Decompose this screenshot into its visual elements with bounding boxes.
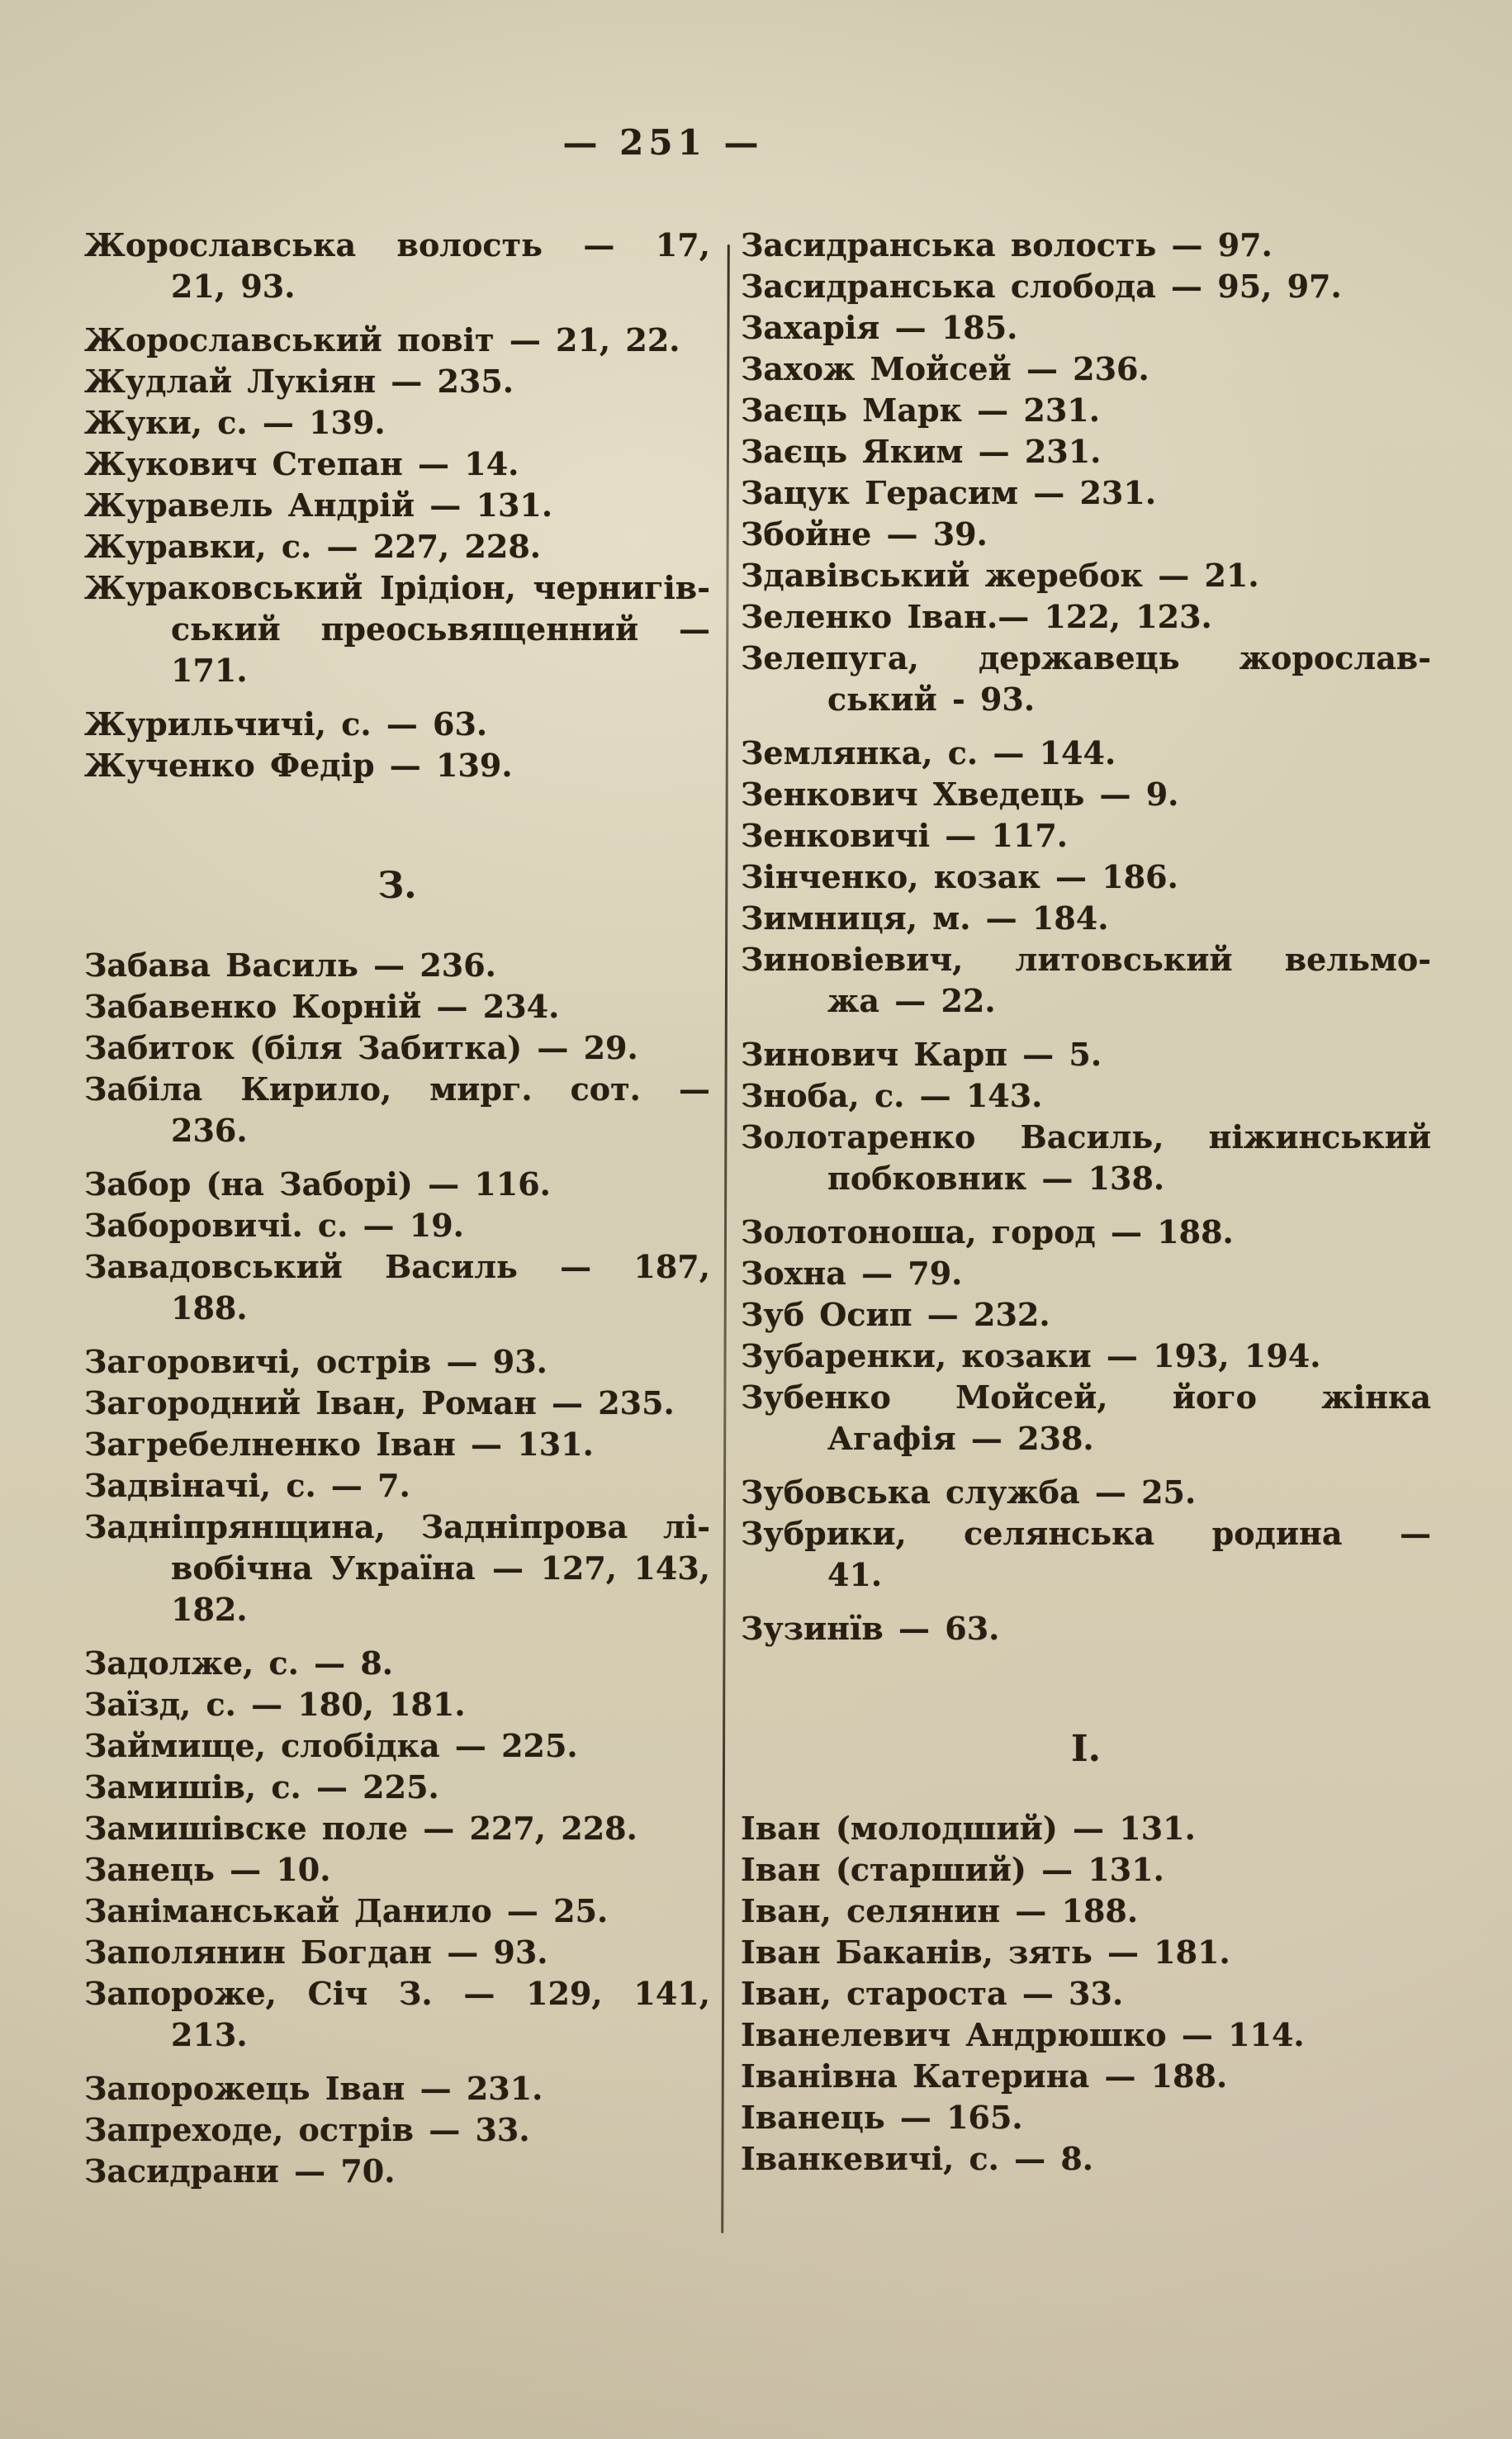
entry-line: 41.: [827, 1556, 883, 1593]
index-entry: [84, 1891, 710, 1932]
index-entry: [741, 1253, 1431, 1294]
index-entry: [741, 898, 1431, 939]
entry-line: Агафія — 238.: [827, 1420, 1094, 1457]
entry-line: Займище, слобідка — 225.: [84, 1727, 578, 1764]
entry-word: вельмо-: [1284, 941, 1431, 978]
entry-line: Замишів, с. — 225.: [84, 1768, 439, 1806]
page-number: — 251 —: [562, 122, 764, 163]
entry-line: Журильчичі, с. — 63.: [84, 705, 488, 743]
entry-line: Здавівський жеребок — 21.: [741, 557, 1259, 594]
index-entry: [741, 2138, 1431, 2180]
entry-line: Загородний Іван, Роман — 235.: [84, 1384, 675, 1421]
entry-line: [741, 939, 1431, 980]
index-entry: [741, 1377, 1431, 1459]
entry-line: Засидранська слобода — 95, 97.: [741, 268, 1342, 305]
entry-line: Замишівске поле — 227, 228.: [84, 1810, 638, 1847]
entry-line: Іванівна Катерина — 188.: [741, 2057, 1228, 2095]
entry-line: Збойне — 39.: [741, 515, 988, 553]
index-entry: [84, 2109, 710, 2151]
entry-line: 213.: [171, 2016, 248, 2053]
index-entry: [741, 733, 1431, 774]
entry-line: Іван, селянин — 188.: [741, 1892, 1139, 1929]
index-entry: [741, 2056, 1431, 2097]
entry-line: Заєць Марк — 231.: [741, 391, 1100, 429]
entry-line: Заїзд, с. — 180, 181.: [84, 1686, 466, 1723]
entry-line: 188.: [171, 1289, 248, 1326]
entry-line: Занець — 10.: [84, 1851, 331, 1888]
index-entry: [741, 1117, 1431, 1199]
entry-line: Забиток (біля Забитка) — 29.: [84, 1029, 638, 1066]
entry-word: Зелепуга,: [741, 639, 919, 676]
entry-line: Зимниця, м. — 184.: [741, 899, 1109, 937]
entry-line: Захарія — 185.: [741, 309, 1018, 346]
entry-word: —: [560, 1248, 592, 1285]
entry-line: Загребелненко Іван — 131.: [84, 1426, 594, 1463]
entry-word: 141,: [633, 1975, 710, 2012]
entry-line: Іванелевич Андрюшко — 114.: [741, 2016, 1305, 2053]
entry-word: Золотаренко: [741, 1118, 976, 1155]
index-entry: [84, 1808, 710, 1849]
entry-word: сот.: [570, 1070, 641, 1108]
entry-line: ський - 93.: [827, 681, 1036, 718]
index-entry: [741, 1608, 1431, 1649]
entry-word: родина: [1211, 1515, 1343, 1552]
entry-word: 127,: [540, 1549, 617, 1587]
entry-line: Жукович Степан — 14.: [84, 445, 519, 482]
entry-word: Ірідіон,: [379, 569, 516, 606]
entry-line: Заполянин Богдан — 93.: [84, 1934, 548, 1971]
entry-word: 143,: [633, 1549, 710, 1587]
entry-word: жорослав-: [1239, 639, 1431, 676]
entry-word: ський: [171, 610, 281, 648]
entry-line: Забава Василь — 236.: [84, 947, 496, 984]
entry-word: жінка: [1321, 1378, 1431, 1416]
index-entry: [84, 1164, 710, 1205]
index-entry: [741, 1849, 1431, 1891]
entry-word: його: [1172, 1378, 1257, 1416]
index-entry: [84, 1767, 710, 1808]
entry-word: Завадовський: [84, 1248, 343, 1285]
entry-word: —: [492, 1549, 524, 1587]
entry-word: волость: [396, 226, 543, 263]
entry-line: [741, 1377, 1431, 1418]
entry-line: Запорожець Іван — 231.: [84, 2070, 543, 2107]
entry-word: преосьвященний: [320, 610, 639, 648]
entry-word: —: [1399, 1515, 1431, 1552]
index-entry: [84, 2068, 710, 2109]
entry-word: 129,: [526, 1975, 603, 2012]
index-entry: [741, 856, 1431, 898]
index-entry: [741, 1932, 1431, 1973]
index-entry: [84, 361, 710, 402]
entry-line: Засидранська волость — 97.: [741, 226, 1273, 263]
entry-word: ніжинський: [1208, 1118, 1431, 1155]
entry-line: Зуб Осип — 232.: [741, 1296, 1050, 1333]
index-entry: [84, 444, 710, 485]
entry-line: 21, 93.: [171, 268, 296, 305]
index-entry: [84, 1465, 710, 1507]
index-entry: [741, 349, 1431, 390]
entry-line: Зацук Герасим — 231.: [741, 474, 1157, 511]
index-entry: [84, 945, 710, 986]
entry-line: [84, 225, 710, 266]
entry-line: Зохна — 79.: [741, 1255, 963, 1292]
index-entry: [84, 1424, 710, 1465]
index-entry: [741, 225, 1431, 266]
entry-line: Зеленко Іван.— 122, 123.: [741, 598, 1212, 635]
entry-line: Зенкович Хведець — 9.: [741, 776, 1179, 813]
index-entry: [741, 431, 1431, 472]
entry-word: вобічна: [171, 1549, 313, 1587]
entry-word: Зубенко: [741, 1378, 891, 1416]
entry-word: —: [678, 1070, 710, 1108]
index-entry: [84, 1383, 710, 1424]
entry-line: [84, 1069, 710, 1110]
entry-word: Забіла: [84, 1070, 203, 1108]
column-divider-rule: [721, 244, 730, 2233]
entry-line: Іван, староста — 33.: [741, 1975, 1124, 2012]
entry-word: Жураковський: [84, 569, 363, 606]
entry-line: Іванкевичі, с. — 8.: [741, 2140, 1094, 2177]
entry-line: Забавенко Корній — 234.: [84, 988, 560, 1025]
entry-line: Зноба, с. — 143.: [741, 1077, 1043, 1114]
index-entry: [741, 390, 1431, 431]
section-header: І.: [1071, 1728, 1101, 1770]
entry-word: З.: [398, 1975, 433, 2012]
index-entry: [741, 774, 1431, 815]
index-entry: [741, 638, 1431, 720]
index-column-right: [741, 225, 1431, 2180]
entry-line: Зузинїв — 63.: [741, 1610, 1000, 1647]
entry-line: Журавель Андрій — 131.: [84, 486, 553, 524]
entry-word: —: [678, 610, 710, 648]
index-entry: [84, 1643, 710, 1684]
entry-line: [84, 1246, 710, 1288]
entry-word: Україна: [329, 1549, 476, 1587]
entry-word: Зиновіевич,: [741, 941, 964, 978]
index-entry: [84, 1027, 710, 1069]
entry-word: литовський: [1015, 941, 1233, 978]
entry-word: Жорославська: [84, 226, 357, 263]
index-entry: [741, 815, 1431, 856]
entry-line: Жученко Федір — 139.: [84, 747, 513, 784]
entry-line: Журавки, с. — 227, 228.: [84, 528, 542, 565]
index-entry: [741, 1212, 1431, 1253]
entry-line: Жудлай Лукіян — 235.: [84, 363, 514, 400]
entry-line: Жуки, с. — 139.: [84, 404, 386, 441]
entry-line: Зубовська служба — 25.: [741, 1473, 1197, 1511]
index-entry: [741, 939, 1431, 1022]
entry-word: державець: [978, 639, 1180, 676]
entry-line: [84, 609, 710, 650]
entry-line: [84, 1973, 710, 2014]
index-entry: [741, 1808, 1431, 1849]
entry-line: Зинович Карп — 5.: [741, 1036, 1102, 1073]
entry-word: мирг.: [429, 1070, 533, 1108]
entry-line: Задолже, с. — 8.: [84, 1644, 393, 1682]
entry-line: Іван (старший) — 131.: [741, 1851, 1164, 1888]
index-entry: [741, 514, 1431, 555]
entry-line: Загоровичі, острів — 93.: [84, 1343, 547, 1380]
index-entry: [741, 1294, 1431, 1336]
index-entry: [741, 1075, 1431, 1117]
entry-line: Заніманськай Данило — 25.: [84, 1892, 609, 1929]
entry-word: селянська: [964, 1515, 1155, 1552]
index-entry: [84, 567, 710, 691]
entry-word: —: [463, 1975, 495, 2012]
entry-line: Заєць Яким — 231.: [741, 433, 1102, 470]
entry-word: 17,: [655, 226, 710, 263]
entry-line: Захож Мойсей — 236.: [741, 350, 1149, 387]
entry-line: [741, 1117, 1431, 1158]
index-entry: [84, 320, 710, 361]
index-entry: [84, 1973, 710, 2056]
index-entry: [741, 266, 1431, 307]
entry-line: Засидрани — 70.: [84, 2152, 396, 2190]
entry-line: [84, 1507, 710, 1548]
index-column-left: [84, 225, 710, 2192]
section-header: З.: [377, 865, 417, 907]
entry-line: 171.: [171, 652, 248, 689]
entry-line: Жорославський повіт — 21, 22.: [84, 321, 680, 358]
index-entry: [84, 2151, 710, 2192]
entry-line: [741, 638, 1431, 679]
entry-line: Зубаренки, козаки — 193, 194.: [741, 1337, 1321, 1374]
index-entry: [741, 2097, 1431, 2138]
entry-word: 187,: [633, 1248, 710, 1285]
index-entry: [741, 1973, 1431, 2014]
index-entry: [84, 1932, 710, 1973]
index-entry: [84, 1507, 710, 1630]
entry-line: Заборовичі. с. — 19.: [84, 1207, 464, 1244]
entry-line: [84, 567, 710, 609]
entry-line: Золотоноша, город — 188.: [741, 1213, 1234, 1250]
entry-word: лі-: [662, 1508, 710, 1545]
entry-word: Задніпрова: [420, 1508, 628, 1545]
index-entry: [741, 307, 1431, 349]
index-entry: [84, 1341, 710, 1383]
entry-word: Василь: [385, 1248, 518, 1285]
index-entry: [741, 1034, 1431, 1075]
index-entry: [84, 1205, 710, 1246]
entry-word: Кирило,: [240, 1070, 392, 1108]
index-entry: [84, 1725, 710, 1767]
entry-line: 182.: [171, 1591, 248, 1628]
entry-line: Іван Баканів, зять — 181.: [741, 1934, 1230, 1971]
index-entry: [84, 526, 710, 567]
index-entry: [84, 986, 710, 1027]
entry-line: Задвіначі, с. — 7.: [84, 1467, 410, 1504]
index-entry: [741, 1336, 1431, 1377]
entry-line: Запреходе, острів — 33.: [84, 2111, 530, 2148]
index-entry: [84, 1069, 710, 1151]
index-entry: [84, 225, 710, 307]
index-entry: [84, 1849, 710, 1891]
entry-word: чернигів-: [533, 569, 710, 606]
index-entry: [741, 1472, 1431, 1513]
entry-word: Зубрики,: [741, 1515, 907, 1552]
entry-line: Зінченко, козак — 186.: [741, 858, 1178, 895]
index-entry: [741, 2014, 1431, 2056]
entry-word: Василь,: [1020, 1118, 1164, 1155]
entry-word: Мойсей,: [955, 1378, 1108, 1416]
entry-line: [741, 1513, 1431, 1554]
entry-line: Землянка, с. — 144.: [741, 734, 1116, 771]
entry-word: Січ: [307, 1975, 368, 2012]
entry-word: —: [583, 226, 615, 263]
index-entry: [741, 596, 1431, 638]
entry-line: жа — 22.: [827, 982, 996, 1019]
index-entry: [84, 402, 710, 444]
entry-line: Забор (на Заборі) — 116.: [84, 1165, 551, 1203]
entry-word: Задніпрянщина,: [84, 1508, 386, 1545]
index-entry: [84, 745, 710, 786]
index-entry: [741, 472, 1431, 514]
entry-line: Іван (молодший) — 131.: [741, 1810, 1196, 1847]
entry-line: [84, 1548, 710, 1589]
index-entry: [84, 1684, 710, 1725]
index-entry: [741, 555, 1431, 596]
entry-word: Запороже,: [84, 1975, 277, 2012]
index-entry: [741, 1513, 1431, 1596]
entry-line: 236.: [171, 1112, 248, 1149]
index-entry: [84, 485, 710, 526]
entry-line: побковник — 138.: [827, 1160, 1165, 1197]
entry-line: Іванець — 165.: [741, 2099, 1023, 2136]
index-entry: [84, 1246, 710, 1329]
index-entry: [84, 704, 710, 745]
entry-line: Зенковичі — 117.: [741, 817, 1069, 854]
index-entry: [741, 1891, 1431, 1932]
